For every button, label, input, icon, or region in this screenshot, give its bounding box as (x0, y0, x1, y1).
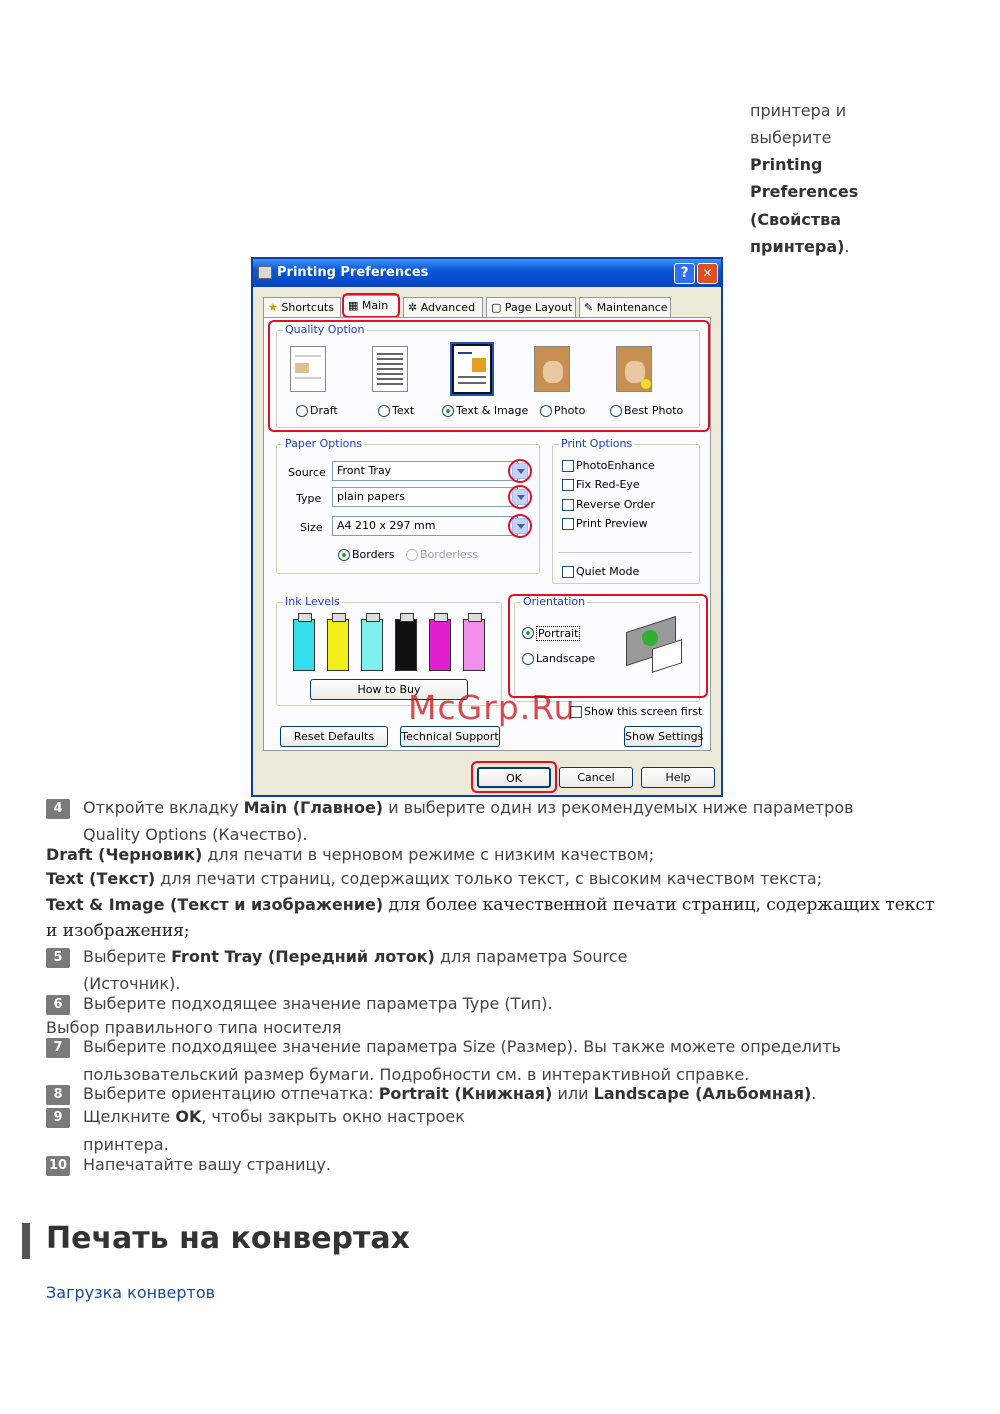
fix-red-eye-label: Fix Red-Eye (576, 478, 640, 491)
step-4-text-c: и выберите один из рекомендуемых ниже параметров (383, 798, 854, 817)
step-9-line-2: принтера. (83, 1135, 169, 1154)
portrait-label: Portrait (538, 627, 579, 640)
highlight-source-arrow (508, 459, 532, 483)
photo-label: Photo (554, 404, 586, 417)
main-tab-panel (263, 317, 711, 751)
step-badge-6: 6 (46, 995, 70, 1015)
draft-description (46, 841, 654, 868)
step-8-text-e: . (811, 1084, 817, 1103)
ink-cartridge-light-cyan (361, 619, 383, 671)
text-image-line-2: и изображения; (46, 921, 190, 941)
step-badge-10: 10 (46, 1156, 70, 1176)
intro-line-2: выберите (750, 128, 832, 147)
tab-maintenance-label: Maintenance (596, 301, 668, 314)
step-5-line-1 (83, 943, 627, 970)
step-badge-8: 8 (46, 1085, 70, 1105)
ok-button[interactable]: OK (477, 767, 551, 788)
best-photo-label: Best Photo (624, 404, 684, 417)
tab-advanced-label: Advanced (420, 301, 476, 314)
paper-options-label: Paper Options (285, 437, 363, 450)
intro-bold-1: Printing (750, 155, 823, 174)
heading-bar (22, 1223, 30, 1259)
step-5-bold: Front Tray (Передний лоток) (171, 947, 435, 966)
ink-cartridge-yellow (327, 619, 349, 671)
intro-tail: . (844, 237, 850, 256)
highlight-quality-option (268, 320, 710, 432)
landscape-label: Landscape (536, 652, 596, 665)
size-select[interactable]: A4 210 x 297 mm (332, 516, 518, 536)
step-6-line-1: Выберите подходящее значение параметра Type (Тип). (83, 994, 553, 1013)
orientation-label: Orientation (523, 595, 586, 608)
tab-page-layout[interactable] (486, 297, 576, 317)
step-8-text-c: или (552, 1084, 594, 1103)
watermark: McGrp.Ru (408, 688, 576, 727)
help-button[interactable]: Help (641, 767, 715, 788)
load-envelopes-link[interactable]: Загрузка конвертов (46, 1283, 216, 1302)
ink-cartridge-magenta (429, 619, 451, 671)
step-9-text-a: Щелкните (83, 1107, 176, 1126)
borders-label: Borders (352, 548, 395, 561)
step-6-line-2: Выбор правильного типа носителя (46, 1018, 342, 1037)
page-icon: ▢ (491, 301, 502, 314)
divider (558, 552, 692, 553)
radio-borderless[interactable] (406, 549, 418, 561)
type-select[interactable]: plain papers (332, 487, 518, 507)
tab-advanced[interactable] (403, 297, 483, 317)
step-9-line-1 (83, 1103, 465, 1130)
ink-cartridge-black (395, 619, 417, 671)
reverse-order-label: Reverse Order (576, 498, 655, 511)
radio-borders[interactable] (338, 549, 350, 561)
checkbox-reverse-order[interactable] (562, 499, 574, 511)
show-screen-first-label: Show this screen first (584, 705, 703, 718)
intro-bold-3: (Свойства (750, 210, 842, 229)
checkbox-print-preview[interactable] (562, 518, 574, 530)
tab-shortcuts-label: Shortcuts (281, 301, 334, 314)
step-4-bold: Main (Главное) (243, 798, 384, 817)
text-bold: Text (Текст) (46, 869, 156, 888)
draft-bold: Draft (Черновик) (46, 845, 203, 864)
text-text: для печати страниц, содержащих только текст, с высоким качеством текста; (155, 869, 823, 888)
highlight-orientation (508, 594, 708, 698)
highlight-type-arrow (508, 485, 532, 509)
step-9-bold: OK (175, 1107, 202, 1126)
star-icon: ★ (268, 301, 278, 314)
highlight-main-tab (342, 293, 400, 318)
checkbox-photoenhance[interactable] (562, 460, 574, 472)
intro-bold-4-line (750, 233, 850, 260)
reset-defaults-button[interactable]: Reset Defaults (280, 726, 388, 747)
ink-cartridge-cyan (293, 619, 315, 671)
step-7-line-1: Выберите подходящее значение параметра Size (Размер). Вы также можете определить (83, 1037, 841, 1056)
step-4-line-2: Quality Options (Качество). (83, 825, 308, 844)
step-5-text-c: для параметра Source (434, 947, 628, 966)
step-badge-7: 7 (46, 1038, 70, 1058)
step-9-text-c: , чтобы закрыть окно настроек (201, 1107, 465, 1126)
tab-maintenance[interactable] (579, 297, 671, 317)
section-title: Печать на конвертах (46, 1221, 410, 1256)
step-8-bold-landscape: Landscape (Альбомная) (593, 1084, 812, 1103)
print-preview-label: Print Preview (576, 517, 648, 530)
step-badge-4: 4 (46, 799, 70, 819)
step-8-bold-portrait: Portrait (Книжная) (378, 1084, 553, 1103)
step-4-text-a: Откройте вкладку (83, 798, 244, 817)
intro-bold-4: принтера) (750, 237, 845, 256)
intro-bold-2: Preferences (750, 182, 859, 201)
source-select[interactable]: Front Tray (332, 461, 518, 481)
draft-text: для печати в черновом режиме с низким качеством; (202, 845, 655, 864)
dialog-title: Printing Preferences (277, 265, 429, 280)
text-image-bold: Text & Image (Текст и изображение) (46, 895, 384, 914)
show-settings-button[interactable]: Show Settings (624, 726, 702, 747)
checkbox-quiet-mode[interactable] (562, 566, 574, 578)
close-button[interactable]: ✕ (697, 263, 718, 284)
tab-page-layout-label: Page Layout (504, 301, 573, 314)
step-badge-9: 9 (46, 1108, 70, 1128)
step-4-line-1 (83, 794, 854, 821)
text-image-label: Text & Image (456, 404, 529, 417)
pen-icon: ✎ (584, 301, 594, 314)
intro-line-1: принтера и (750, 101, 847, 120)
step-badge-5: 5 (46, 948, 70, 968)
tab-shortcuts[interactable] (263, 297, 341, 317)
source-label: Source (288, 466, 326, 479)
technical-support-button[interactable]: Technical Support (400, 726, 500, 747)
help-question-button[interactable]: ? (674, 263, 695, 284)
type-label: Type (296, 492, 322, 505)
printer-icon: ▦ (348, 299, 359, 312)
gear-icon: ✲ (408, 301, 418, 314)
step-5-text-a: Выберите (83, 947, 172, 966)
ink-cartridge-light-magenta (463, 619, 485, 671)
tab-main-label: Main (361, 299, 389, 312)
print-options-label: Print Options (561, 437, 633, 450)
step-5-line-2: (Источник). (83, 974, 181, 993)
step-10-line-1: Напечатайте вашу страницу. (83, 1155, 331, 1174)
how-to-buy-button[interactable]: How to Buy (310, 679, 468, 700)
photoenhance-label: PhotoEnhance (576, 459, 655, 472)
borderless-label: Borderless (420, 548, 479, 561)
text-description (46, 865, 822, 892)
text-label: Text (392, 404, 415, 417)
size-label: Size (300, 521, 323, 534)
dialog-titlebar (253, 259, 721, 287)
cancel-button[interactable]: Cancel (559, 767, 633, 788)
step-7-line-2: пользовательский размер бумаги. Подробности см. в интерактивной справке. (83, 1065, 750, 1084)
quiet-mode-label: Quiet Mode (576, 565, 640, 578)
text-image-description (46, 891, 934, 919)
step-8-text-a: Выберите ориентацию отпечатка: (83, 1084, 379, 1103)
text-image-text: для более качественной печати страниц, содержащих текст (383, 895, 935, 915)
checkbox-fix-red-eye[interactable] (562, 479, 574, 491)
highlight-ok-button (471, 761, 557, 793)
ink-levels-label: Ink Levels (285, 595, 340, 608)
highlight-size-arrow (508, 514, 532, 538)
quality-option-label: Quality Option (285, 323, 365, 336)
draft-label: Draft (310, 404, 338, 417)
printer-icon (258, 266, 272, 279)
